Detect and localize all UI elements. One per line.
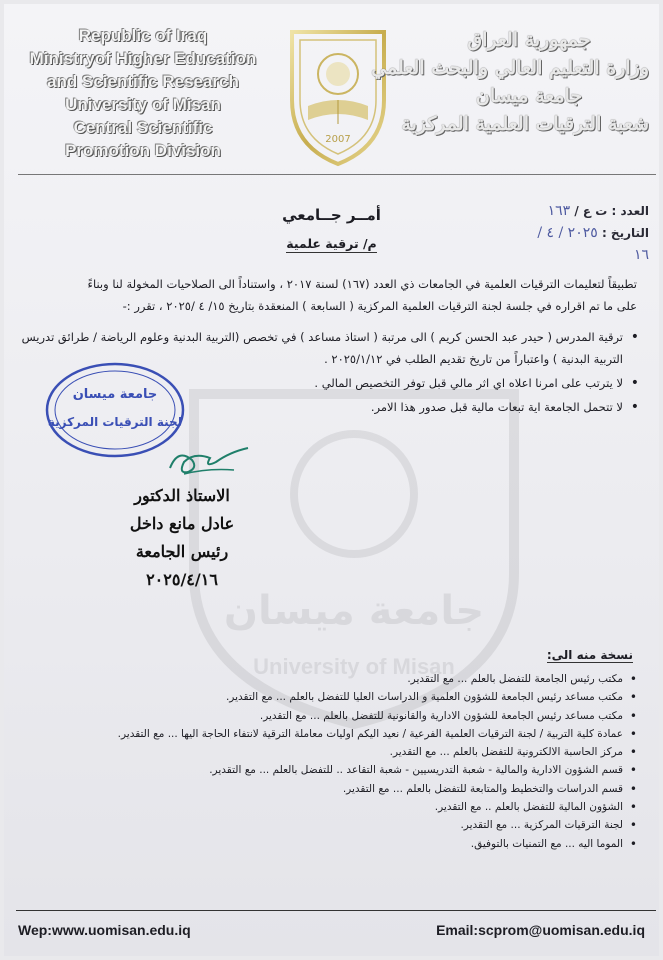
- copy-recipient: • الموما اليه ... مع التمنيات بالتوفيق.: [17, 835, 637, 853]
- copy-recipient: • قسم الشؤون الادارية والمالية - شعبة التدريسيين - شعبة التقاعد .. للتفضل بالعلم ... مع التقدير.: [17, 761, 637, 779]
- footer-email: Email:scprom@uomisan.edu.iq: [436, 922, 645, 938]
- reference-date-value: ٢٠٢٥ / ٤ / ١٦: [537, 225, 649, 263]
- header-divider: [18, 174, 656, 175]
- watermark-arabic: جامعة ميسان: [223, 588, 485, 634]
- stamp-line: لجنة الترقيات المركزية: [47, 415, 183, 429]
- copy-recipient: • لجنة الترقيات المركزية ... مع التقدير.: [17, 816, 637, 834]
- letterhead-line: Republic of Iraq: [78, 26, 208, 45]
- letterhead-line: University of Misan: [65, 95, 221, 114]
- letterhead-line: جامعة ميسان: [475, 85, 583, 107]
- handwritten-signature: [164, 438, 254, 482]
- english-letterhead: [18, 24, 268, 162]
- reference-number-value: ١٦٣: [547, 203, 571, 219]
- signature-block: [92, 482, 272, 594]
- footer-divider: [16, 910, 656, 911]
- decision-item: • لا تتحمل الجامعة اية تبعات مالية قبل صدور هذا الامر.: [19, 396, 639, 418]
- letterhead-line: جمهورية العراق: [467, 29, 591, 51]
- copy-recipient: • عمادة كلية التربية / لجنة الترقيات العلمية الفرعية / نعيد اليكم اوليات معاملة الترقية لانتفاء الحاجة اليها ... مع التقدير.: [17, 725, 637, 743]
- copy-recipient: • الشؤون المالية للتفضل بالعلم .. مع التقدير.: [17, 798, 637, 816]
- subject-text: م/ ترقية علمية: [286, 236, 377, 251]
- document-subject: [4, 236, 659, 251]
- decision-item: • ترقية المدرس ( حيدر عبد الحسن كريم ) الى مرتبة ( استاذ مساعد ) في تخصص (التربية البدنية وعلوم الرياضة / طرائق تدريس التربية البدنية ) واعتباراً من تاريخ تقديم الطلب في ٢٠٢٥/١/١٢ .: [19, 326, 639, 370]
- university-of-misan-seal-icon: [286, 28, 390, 168]
- arabic-letterhead: [371, 26, 649, 138]
- copy-recipient: • قسم الدراسات والتخطيط والمتابعة للتفضل بالعلم ... مع التقدير.: [17, 780, 637, 798]
- letterhead-line: شعبة الترقيات العلمية المركزية: [401, 113, 649, 135]
- letterhead-line: وزارة التعليم العالي والبحث العلمي: [371, 57, 649, 79]
- letterhead-line: Promotion Division: [65, 141, 221, 160]
- document-title: أمــر جــامعي: [282, 206, 381, 224]
- stamp-line: جامعة ميسان: [72, 387, 158, 402]
- footer-website: Wep:www.uomisan.edu.iq: [18, 922, 191, 938]
- letterhead-line: and Scientific Research: [47, 72, 239, 91]
- copies-heading-text: نسخة منه الى:: [546, 648, 633, 662]
- document-page: [4, 4, 659, 956]
- intro-line: تطبيقاً لتعليمات الترقيات العلمية في الجامعات ذي العدد (١٦٧) لسنة ٢٠١٧ ، واستناداً الى الصلاحيات المخولة لنا وبناءً: [87, 277, 637, 291]
- copies-list: [17, 670, 637, 853]
- copy-recipient: • مكتب مساعد رئيس الجامعة للشؤون العلمية و الدراسات العليا للتفضل بالعلم ... مع التقدير.: [17, 688, 637, 706]
- signatory-name: عادل مانع داخل: [129, 514, 235, 533]
- intro-line: على ما تم اقراره في جلسة لجنة الترقيات العلمية المركزية ( السابعة ) المنعقدة بتاريخ ١٥/ ٤ /٢٠٢٥ ، تقرر :-: [122, 299, 637, 313]
- letterhead-line: Central Scientific: [73, 118, 213, 137]
- logo-year: 2007: [325, 134, 351, 145]
- signatory-title: الاستاذ الدكتور: [134, 486, 230, 505]
- signature-date: ٢٠٢٥/٤/١٦: [146, 570, 218, 589]
- decision-item: • لا يترتب على امرنا اعلاه اي اثر مالي قبل توفر التخصيص المالي .: [19, 372, 639, 394]
- intro-paragraph: [17, 274, 637, 318]
- reference-number-label: العدد : ت ع /: [574, 204, 649, 218]
- copy-recipient: • مكتب مساعد رئيس الجامعة للشؤون الادارية والقانونية للتفضل بالعلم ... مع التقدير.: [17, 707, 637, 725]
- letterhead-line: Ministryof Higher Education: [29, 49, 257, 68]
- copies-heading: [547, 648, 633, 662]
- reference-date-label: التاريخ :: [601, 226, 649, 240]
- watermark-english: University of Misan: [253, 654, 455, 679]
- copy-recipient: • مركز الحاسبة الالكترونية للتفضل بالعلم ... مع التقدير.: [17, 743, 637, 761]
- copy-recipient: • مكتب رئيس الجامعة للتفضل بالعلم ... مع التقدير.: [17, 670, 637, 688]
- signatory-position: رئيس الجامعة: [135, 542, 229, 561]
